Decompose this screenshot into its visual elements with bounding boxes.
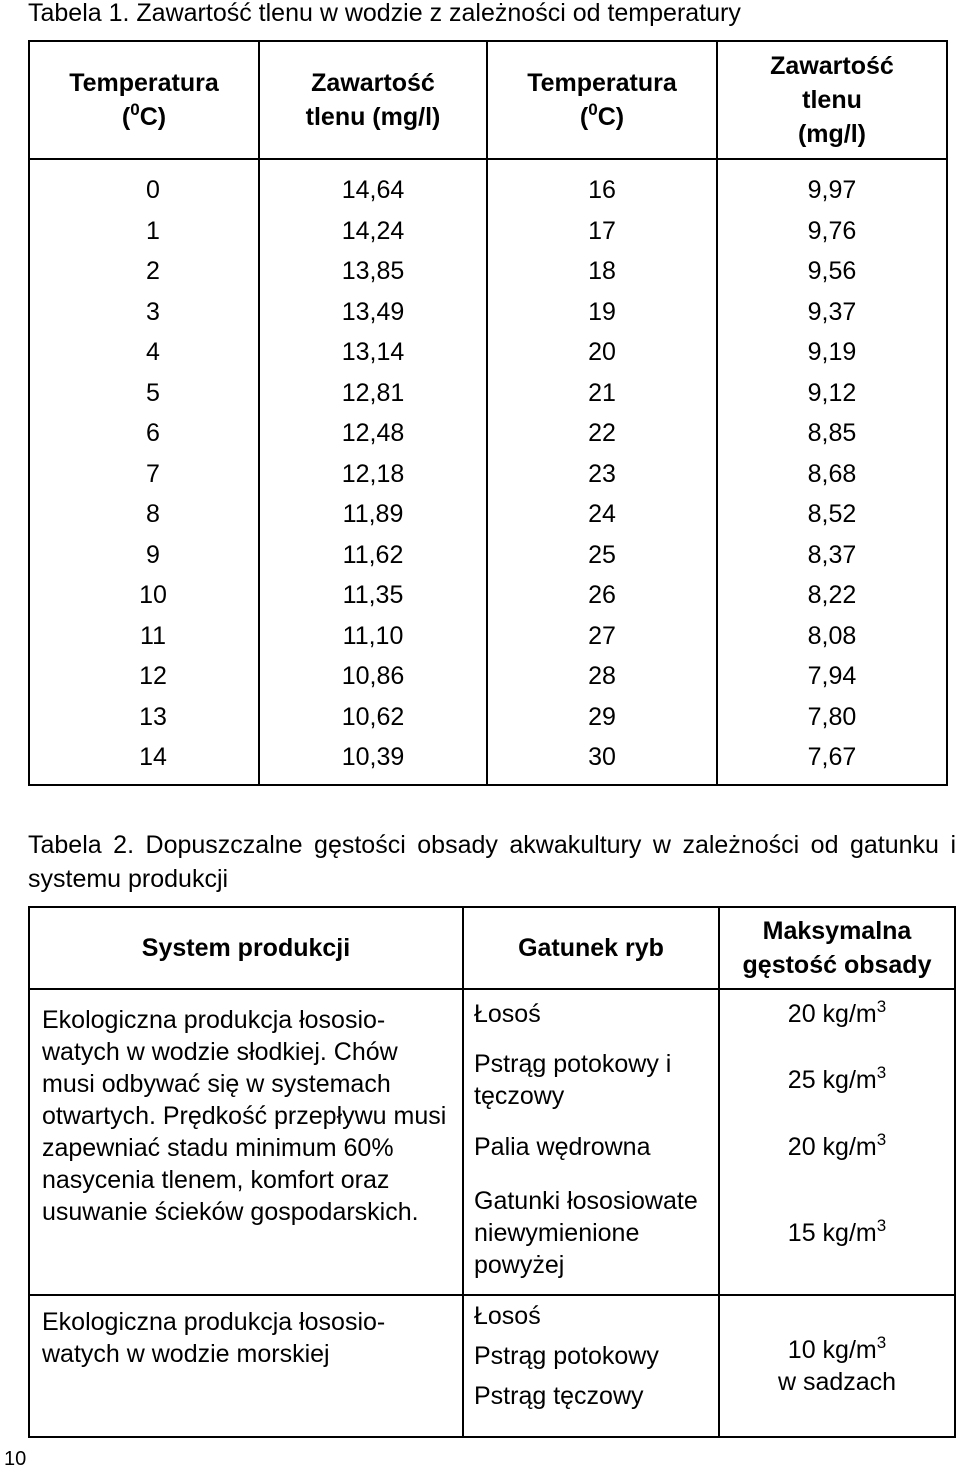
- table-cell: 8,37: [717, 535, 947, 576]
- header-text: Zawartość: [770, 52, 894, 80]
- table-cell: 24: [487, 494, 717, 535]
- header-text: Zawartość: [311, 69, 435, 97]
- table-cell: 12,48: [259, 413, 487, 454]
- table-cell: 10: [29, 575, 259, 616]
- table-row: [29, 373, 947, 414]
- table-cell: 5: [29, 373, 259, 414]
- table-row: [29, 494, 947, 535]
- header-unit: ($^0$C): [121, 100, 167, 131]
- table1-caption: Tabela 1. Zawartość tlenu w wodzie z zależności od temperatury: [28, 0, 741, 27]
- table-cell: 17: [487, 211, 717, 252]
- table-row: [29, 737, 947, 785]
- table-cell: 13: [29, 697, 259, 738]
- table-cell: 19: [487, 292, 717, 333]
- table-cell: 9,19: [717, 332, 947, 373]
- table-row: [29, 159, 947, 211]
- table2-caption: Tabela 2. Dopuszczalne gęstości obsady akwakultury w zależności od gatunku i systemu produkcji: [28, 831, 956, 893]
- table-row: [29, 211, 947, 252]
- table-cell: 9,76: [717, 211, 947, 252]
- table-cell: 1: [29, 211, 259, 252]
- table-cell: 11: [29, 616, 259, 657]
- table-cell: 23: [487, 454, 717, 495]
- header-system: System produkcji: [29, 907, 463, 989]
- table-cell: 18: [487, 251, 717, 292]
- table-row: [29, 251, 947, 292]
- table-cell: 11,89: [259, 494, 487, 535]
- marine-system-text: Ekologiczna produkcja łososiowatych w wodzie morskiej: [29, 1295, 463, 1437]
- marine-row: [29, 1295, 955, 1437]
- table-row: [29, 535, 947, 576]
- table-row: [29, 413, 947, 454]
- table-cell: 8,52: [717, 494, 947, 535]
- table-cell: 28: [487, 656, 717, 697]
- table-cell: 9,12: [717, 373, 947, 414]
- table-cell: 8,08: [717, 616, 947, 657]
- header-unit: tlenu (mg/l): [305, 103, 441, 131]
- table-cell: 12: [29, 656, 259, 697]
- table-cell: 26: [487, 575, 717, 616]
- species-cell: Palia wędrowna: [463, 1122, 719, 1173]
- table-cell: 11,10: [259, 616, 487, 657]
- table-cell: 13,14: [259, 332, 487, 373]
- table-row: [29, 656, 947, 697]
- table-cell: 7,67: [717, 737, 947, 785]
- table-cell: 3: [29, 292, 259, 333]
- table-cell: 13,49: [259, 292, 487, 333]
- table-row: [29, 332, 947, 373]
- header-unit: (mg/l): [797, 120, 867, 148]
- marine-density-cell: 10 $kg/m^3$ w sadzach: [719, 1295, 955, 1437]
- table-cell: 11,35: [259, 575, 487, 616]
- header-oxygen-2: [717, 41, 947, 159]
- table-cell: 8,68: [717, 454, 947, 495]
- table-row: [29, 616, 947, 657]
- table-cell: 27: [487, 616, 717, 657]
- freshwater-system-text: Ekologiczna produkcja łososiowatych w wodzie słodkiej. Chów musi odbywać się w systemach otwartych. Prędkość przepływu musi zapewniać stadu minimum 60% nasycenia tlenem, komfort oraz usuwanie ścieków gospodarskich.: [29, 989, 463, 1295]
- header-text: tlenu: [802, 86, 862, 114]
- page-number: 10: [4, 1448, 27, 1470]
- density-cell: 15 $kg/m^3$: [719, 1173, 955, 1295]
- table-cell: 7: [29, 454, 259, 495]
- table-cell: 22: [487, 413, 717, 454]
- table-cell: 7,94: [717, 656, 947, 697]
- table-cell: 10,62: [259, 697, 487, 738]
- table-row: [29, 292, 947, 333]
- table-cell: 14,24: [259, 211, 487, 252]
- table-cell: 10,86: [259, 656, 487, 697]
- stocking-density-table: [28, 906, 956, 1438]
- marine-species-cell: [463, 1295, 719, 1437]
- table-cell: 4: [29, 332, 259, 373]
- table-cell: 8,85: [717, 413, 947, 454]
- table-cell: 9,56: [717, 251, 947, 292]
- header-species: Gatunek ryb: [463, 907, 719, 989]
- species-cell: Pstrąg potokowy i tęczowy: [463, 1039, 719, 1123]
- header-density: Maksymalna gęstość obsady: [719, 907, 955, 989]
- table-cell: 9,97: [717, 159, 947, 211]
- header-temperature-1: [29, 41, 259, 159]
- table-cell: 12,18: [259, 454, 487, 495]
- species-item: Pstrąg tęczowy: [474, 1382, 644, 1410]
- table-cell: 9: [29, 535, 259, 576]
- density-cell: 20 $kg/m^3$: [719, 989, 955, 1039]
- table-cell: 10,39: [259, 737, 487, 785]
- species-item: Pstrąg potokowy: [474, 1342, 659, 1370]
- header-temperature-2: [487, 41, 717, 159]
- table-cell: 14,64: [259, 159, 487, 211]
- table-cell: 2: [29, 251, 259, 292]
- table-cell: 6: [29, 413, 259, 454]
- table-cell: 30: [487, 737, 717, 785]
- table1-header-row: [29, 41, 947, 159]
- table-cell: 7,80: [717, 697, 947, 738]
- table-cell: 9,37: [717, 292, 947, 333]
- table-cell: 16: [487, 159, 717, 211]
- oxygen-temperature-table: [28, 40, 948, 786]
- species-cell: Łosoś: [463, 989, 719, 1039]
- species-item: Łosoś: [474, 1302, 541, 1330]
- table-cell: 25: [487, 535, 717, 576]
- table-cell: 11,62: [259, 535, 487, 576]
- table-cell: 14: [29, 737, 259, 785]
- freshwater-row-1: [29, 989, 955, 1039]
- header-text: Temperatura: [69, 69, 219, 97]
- table-cell: 13,85: [259, 251, 487, 292]
- table-row: [29, 697, 947, 738]
- species-cell: Gatunki łososiowate niewymienione powyżej: [463, 1173, 719, 1295]
- table-row: [29, 454, 947, 495]
- table-cell: 0: [29, 159, 259, 211]
- density-cell: 20 $kg/m^3$: [719, 1122, 955, 1173]
- table-cell: 8,22: [717, 575, 947, 616]
- table-cell: 8: [29, 494, 259, 535]
- header-unit: ($^0$C): [579, 100, 625, 131]
- table-cell: 21: [487, 373, 717, 414]
- header-text: Temperatura: [527, 69, 677, 97]
- density-cell: 25 $kg/m^3$: [719, 1039, 955, 1123]
- table-cell: 29: [487, 697, 717, 738]
- header-oxygen-1: [259, 41, 487, 159]
- table-row: [29, 575, 947, 616]
- table2-header-row: [29, 907, 955, 989]
- table-cell: 20: [487, 332, 717, 373]
- table-cell: 12,81: [259, 373, 487, 414]
